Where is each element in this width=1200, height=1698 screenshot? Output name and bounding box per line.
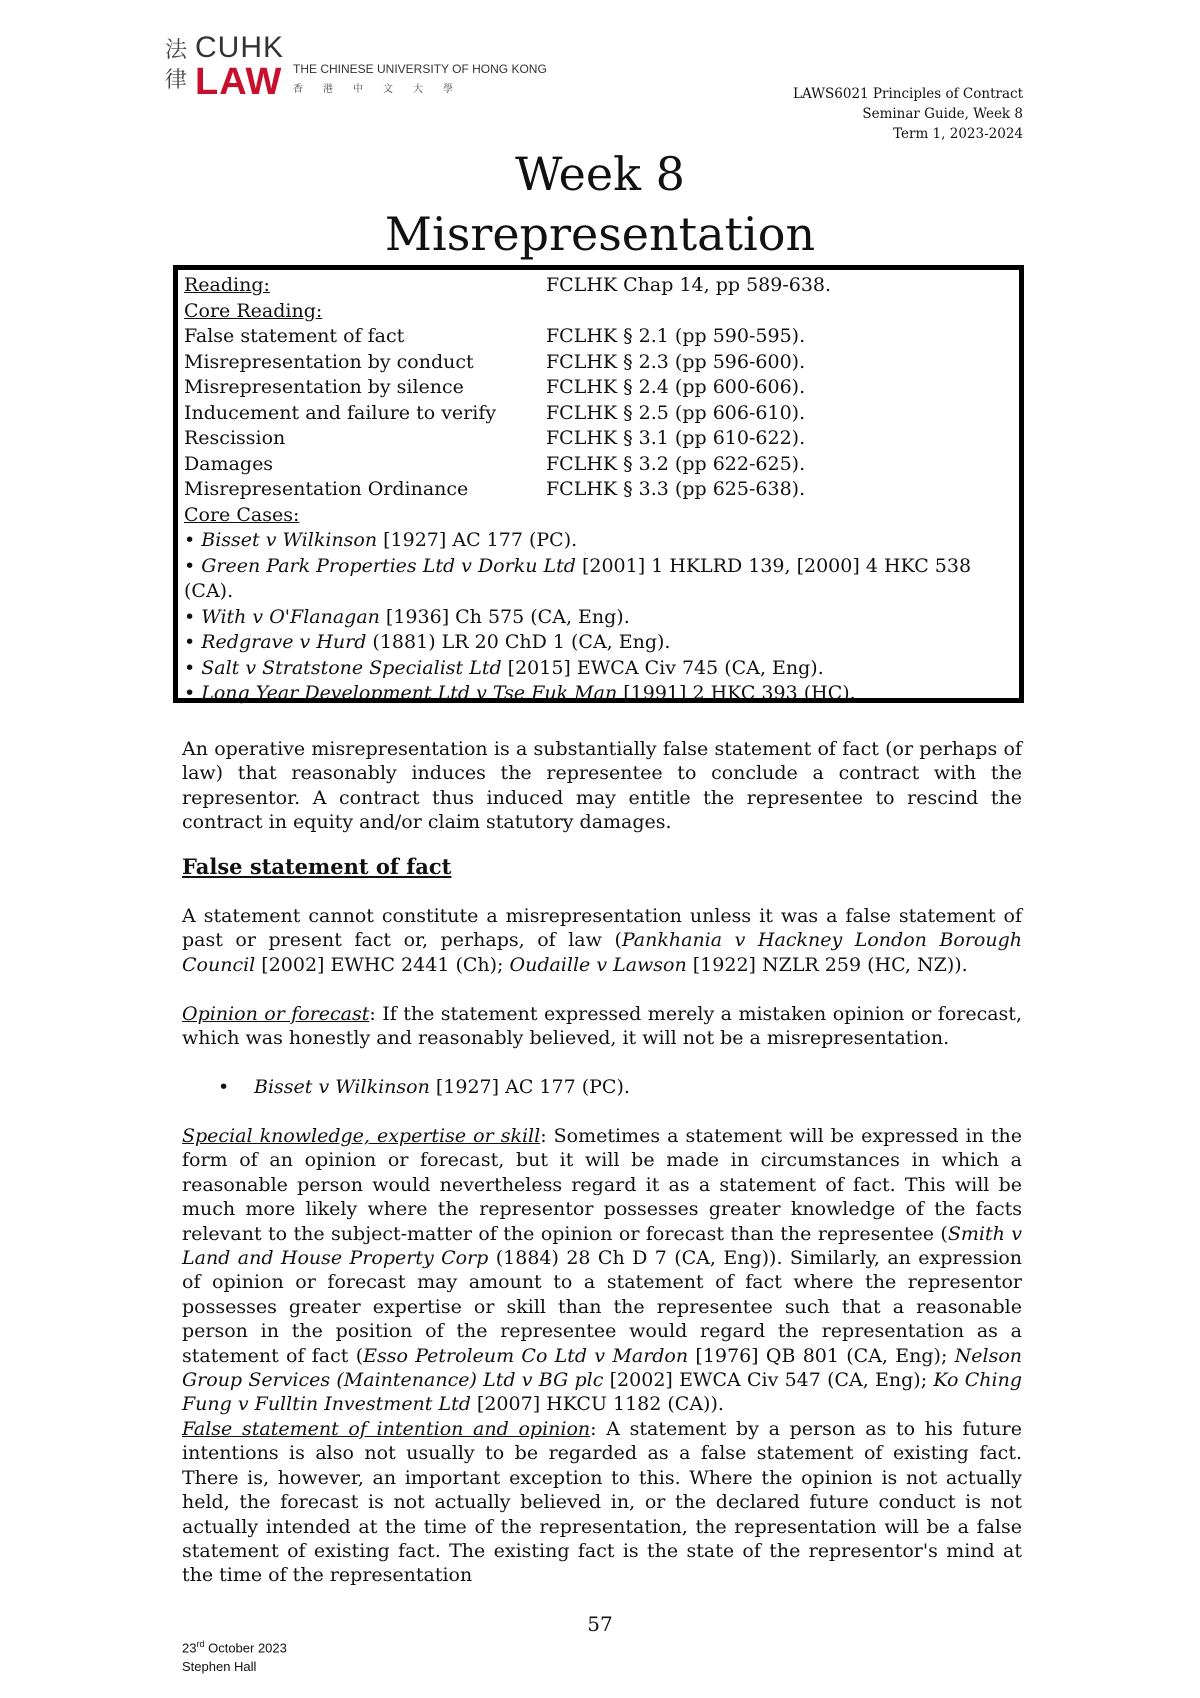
page-number: 57 [587,1612,613,1636]
reading-value: FCLHK Chap 14, pp 589-638. [546,274,832,296]
footer-author: Stephen Hall [182,1659,257,1675]
core-cases-label: Core Cases: [184,503,300,526]
section-heading-false-statement [182,855,1022,880]
bullet-list [182,1075,1022,1099]
course-meta [793,84,1023,144]
course-code: LAWS6021 Principles of Contract [792,86,1023,102]
subheading-opinion-forecast: Opinion or forecast [182,1003,370,1025]
date-rest: October 2023 [204,1640,287,1656]
logo-law-text: LAW [195,61,283,103]
core-reading-item [184,324,1013,350]
subheading-special-knowledge: Special knowledge, expertise or skill [182,1125,541,1147]
page-title-topic: Misrepresentation [384,207,816,261]
logo-chinese-mark: 法律 [165,38,188,93]
logo-university-name-zh: 香港中文大學 [293,84,473,95]
core-reading-ref: FCLHK § 2.4 (pp 600-606). [546,376,806,398]
text-run: : A statement by a person as to his future intentions is also not usually to be regarded as a false statement of existing fact. There is, however, an important exception to this. Where the opinion is not actually held, the forecast is not actually believed in, or the declared future conduct is not actually intended at the time of the representation, the representation will be a false statement of existing fact. The existing fact is the state of the representor's mind at the time of the representation [182,1418,1022,1587]
core-case-item: • Redgrave v Hurd (1881) LR 20 ChD 1 (CA, Eng). [184,631,671,653]
case-name: Redgrave v Hurd [201,631,367,653]
case-name: Salt v Stratstone Specialist Ltd [201,656,502,679]
case-citation: [2001] 1 HKLRD 139, [2000] 4 HKC 538 (CA). [184,554,972,602]
text-run: : Sometimes a statement will be expressed in the form of an opinion or forecast, but it will be made in circumstances in which a reasonable person would nevertheless regard it as a statement of fact. This will be much more likely where the representor possesses greater knowledge of the facts relevant to the subject-matter of the opinion or forecast than the representee ( [182,1125,1022,1245]
opinion-forecast-paragraph [182,1002,1022,1051]
core-reading-ref: FCLHK § 2.5 (pp 606-610). [546,401,806,424]
core-case-item: • Green Park Properties Ltd v Dorku Ltd [2001] 1 HKLRD 139, [2000] 4 HKC 538 (CA). [184,554,972,602]
case-name: Pankhania v Hackney London Borough Council [182,929,1022,976]
footer-date [182,1635,287,1657]
text-run: [1922] NZLR 259 (HC, NZ)). [686,953,968,976]
core-reading-topic: Inducement and failure to verify [184,401,497,424]
text-run: [2007] HKCU 1182 (CA)). [470,1393,724,1416]
text-run: : If the statement expressed merely a mistaken opinion or forecast, which was honestly and reasonably believed, it will not be a misrepresentation. [182,1003,1022,1050]
case-name: Esso Petroleum Co Ltd v Mardon [363,1344,689,1367]
logo-cuhk-text: CUHK [195,31,285,64]
date-day: 23 [182,1640,197,1656]
text-run: [2002] EWCA Civ 547 (CA, Eng); [603,1369,934,1392]
text-run: [2002] EWHC 2441 (Ch); [255,953,510,976]
special-knowledge-paragraph [182,1124,1022,1417]
page-title-week: Week 8 [515,147,685,201]
footer [182,1635,287,1676]
core-reading-item [184,426,1013,452]
core-case-item: • Long Year Development Ltd v Tse Fuk Man [1991] 2 HKC 393 (HC). [184,682,856,704]
core-reading-ref: FCLHK § 3.2 (pp 622-625). [546,452,806,475]
text-run: A statement cannot constitute a misrepresentation unless it was a false statement of past or present fact or, perhaps, of law ( [182,905,1022,952]
intention-paragraph [182,1417,1022,1588]
core-reading-topic: Damages [184,452,274,475]
reading-box [173,265,1024,703]
case-name: Smith v Land and House Property Corp [182,1222,1022,1270]
core-reading-topic: Misrepresentation Ordinance [184,478,469,500]
seminar-guide-label: Seminar Guide, Week 8 [862,106,1023,122]
case-name: Bisset v Wilkinson [201,529,378,551]
core-reading-item [184,452,1013,478]
core-reading-ref: FCLHK § 3.3 (pp 625-638). [546,478,806,500]
case-name: Ko Ching Fung v Fulltin Investment Ltd [182,1369,1022,1416]
core-case-item: • Bisset v Wilkinson [1927] AC 177 (PC). [184,529,578,551]
case-citation: [1927] AC 177 (PC). [377,529,578,551]
text-run: (1884) 28 Ch D 7 (CA, Eng)). Similarly, an expression of opinion or forecast may amount to a statement of fact where the representor possesses greater expertise or skill than the representee such that a reasonable person in the position of the representee would regard the representation as a statement of fact ( [182,1247,1022,1367]
core-reading-ref: FCLHK § 3.1 (pp 610-622). [546,427,806,449]
case-name: Long Year Development Ltd v Tse Fuk Man [201,682,618,704]
core-reading-label: Core Reading: [184,299,323,322]
core-reading-topic: Misrepresentation by conduct [184,350,474,373]
subheading-false-intention: False statement of intention and opinion [182,1418,591,1440]
term-label: Term 1, 2023-2024 [893,126,1023,142]
case-citation: [2015] EWCA Civ 745 (CA, Eng). [501,656,824,679]
text-run: [1976] QB 801 (CA, Eng); [688,1344,955,1367]
core-reading-topic: False statement of fact [184,325,405,347]
case-citation: [1927] AC 177 (PC). [429,1076,630,1098]
core-reading-ref: FCLHK § 2.1 (pp 590-595). [546,325,806,347]
core-case-item: • With v O'Flanagan [1936] Ch 575 (CA, Eng). [184,605,630,628]
date-suffix: rd [196,1639,205,1649]
core-reading-item [184,477,1013,503]
false-statement-paragraph [182,904,1022,977]
intro-text: An operative misrepresentation is a substantially false statement of fact (or perhaps of law) that reasonably induces the representee to conclude a contract with the representor. A contract thus induced may entitle the representee to rescind the contract in equity and/or claim statutory damages. [182,738,1022,834]
case-citation: [1936] Ch 575 (CA, Eng). [379,605,630,628]
cuhk-law-logo [165,32,565,102]
case-name: Oudaille v Lawson [509,953,687,976]
core-reading-item [184,350,1013,376]
case-name: With v O'Flanagan [201,605,380,628]
core-reading-topic: Rescission [184,427,286,449]
case-citation: (1881) LR 20 ChD 1 (CA, Eng). [366,631,671,653]
core-case-item: • Salt v Stratstone Specialist Ltd [2015] EWCA Civ 745 (CA, Eng). [184,656,824,679]
core-reading-item [184,401,1013,427]
case-name: Green Park Properties Ltd v Dorku Ltd [201,554,576,577]
case-name: Nelson Group Services (Maintenance) Ltd v BG plc [182,1344,1023,1392]
core-reading-topic: Misrepresentation by silence [184,376,464,398]
case-citation: [1991] 2 HKC 393 (HC). [617,682,856,704]
list-item [182,1075,1022,1099]
core-reading-item [184,375,1013,401]
section-heading: False statement of fact [182,854,452,879]
intro-paragraph [182,737,1022,835]
core-reading-ref: FCLHK § 2.3 (pp 596-600). [546,350,806,373]
logo-university-name: THE CHINESE UNIVERSITY OF HONG KONG [293,62,547,76]
reading-row [184,273,1013,299]
reading-label: Reading: [184,274,270,296]
case-name: Bisset v Wilkinson [254,1076,430,1098]
